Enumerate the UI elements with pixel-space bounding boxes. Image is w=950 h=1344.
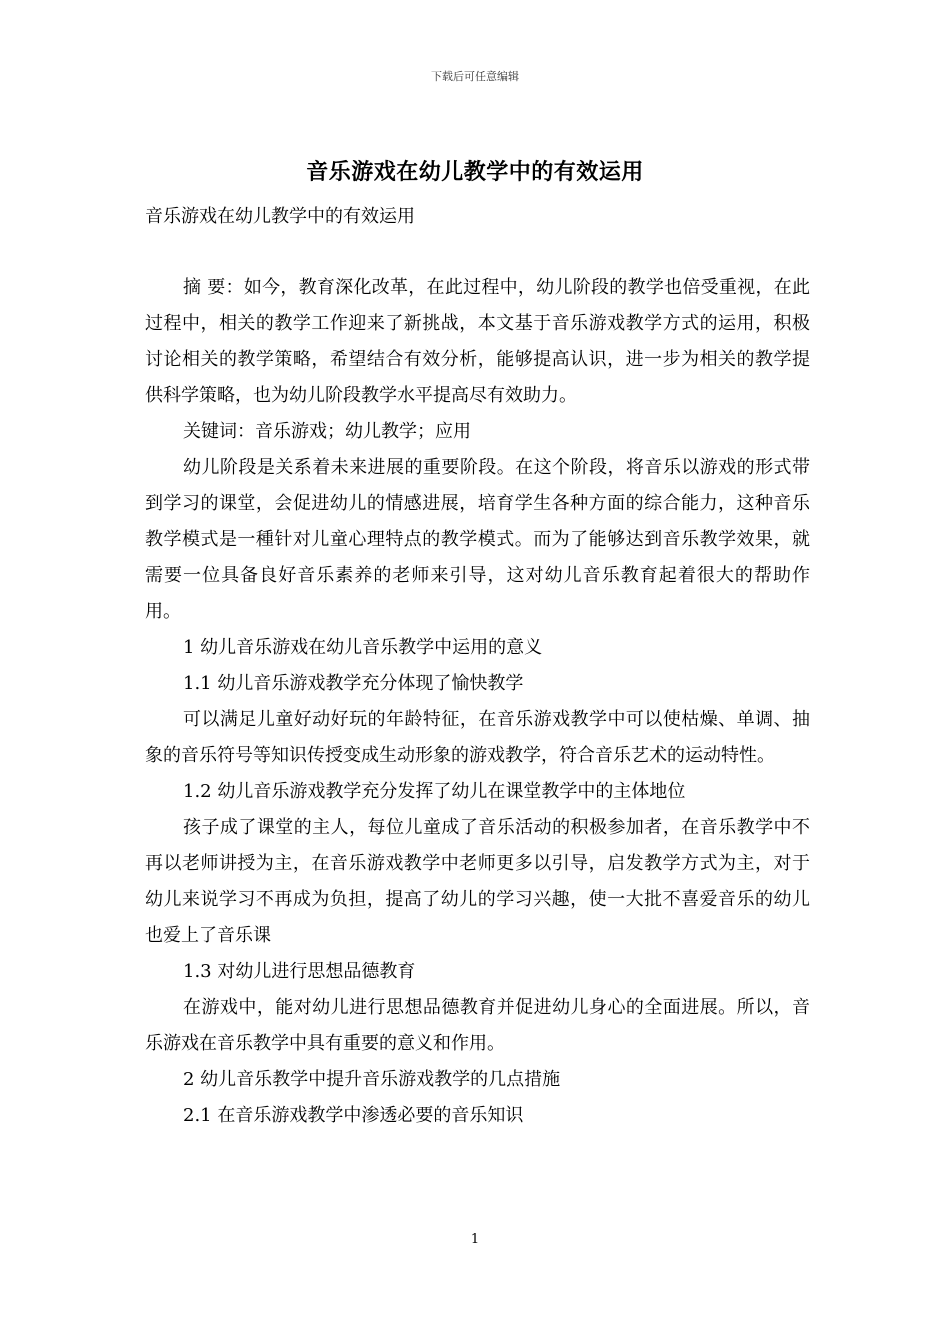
document-subtitle: 音乐游戏在幼儿教学中的有效运用 [145,206,415,227]
body-paragraph: 可以满足儿童好动好玩的年龄特征，在音乐游戏教学中可以使枯燥、单调、抽象的音乐符号等知识传授变成生动形象的游戏教学，符合音乐艺术的运动特性。 [145,709,810,766]
subsection-heading: 1.2 幼儿音乐游戏教学充分发挥了幼儿在课堂教学中的主体地位 [183,781,686,802]
abstract-paragraph: 摘 要：如今，教育深化改革，在此过程中，幼儿阶段的教学也倍受重视，在此过程中，相关的教学工作迎来了新挑战，本文基于音乐游戏教学方式的运用，积极讨论相关的教学策略，希望结合有效分析，能够提高认识，进一步为相关的教学提供科学策略，也为幼儿阶段教学水平提高尽有效助力。 [145,277,810,406]
subsection-heading: 1.1 幼儿音乐游戏教学充分体现了愉快教学 [183,673,524,694]
page-number: 1 [470,1232,480,1247]
section-heading: 2 幼儿音乐教学中提升音乐游戏教学的几点措施 [183,1069,561,1090]
document-title: 音乐游戏在幼儿教学中的有效运用 [306,159,644,185]
page-header-note: 下载后可任意编辑 [431,70,519,83]
subsection-heading: 1.3 对幼儿进行思想品德教育 [183,961,416,982]
subsection-heading: 2.1 在音乐游戏教学中渗透必要的音乐知识 [183,1105,524,1126]
keywords-paragraph: 关键词：音乐游戏；幼儿教学；应用 [183,421,471,442]
body-paragraph: 在游戏中，能对幼儿进行思想品德教育并促进幼儿身心的全面进展。所以，音乐游戏在音乐教学中具有重要的意义和作用。 [145,997,810,1054]
body-paragraph: 幼儿阶段是关系着未来进展的重要阶段。在这个阶段，将音乐以游戏的形式带到学习的课堂，会促进幼儿的情感进展，培育学生各种方面的综合能力，这种音乐教学模式是一種针对儿童心理特点的教学模式。而为了能够达到音乐教学效果，就需要一位具备良好音乐素养的老师来引导，这对幼儿音乐教育起着很大的帮助作用。 [145,457,810,622]
body-paragraph: 孩子成了课堂的主人，每位儿童成了音乐活动的积极参加者，在音乐教学中不再以老师讲授为主，在音乐游戏教学中老师更多以引导，启发教学方式为主，对于幼儿来说学习不再成为负担，提高了幼儿的学习兴趣，使一大批不喜爱音乐的幼儿也爱上了音乐课 [145,817,810,946]
section-heading: 1 幼儿音乐游戏在幼儿音乐教学中运用的意义 [183,637,543,658]
document-body [145,270,810,1134]
